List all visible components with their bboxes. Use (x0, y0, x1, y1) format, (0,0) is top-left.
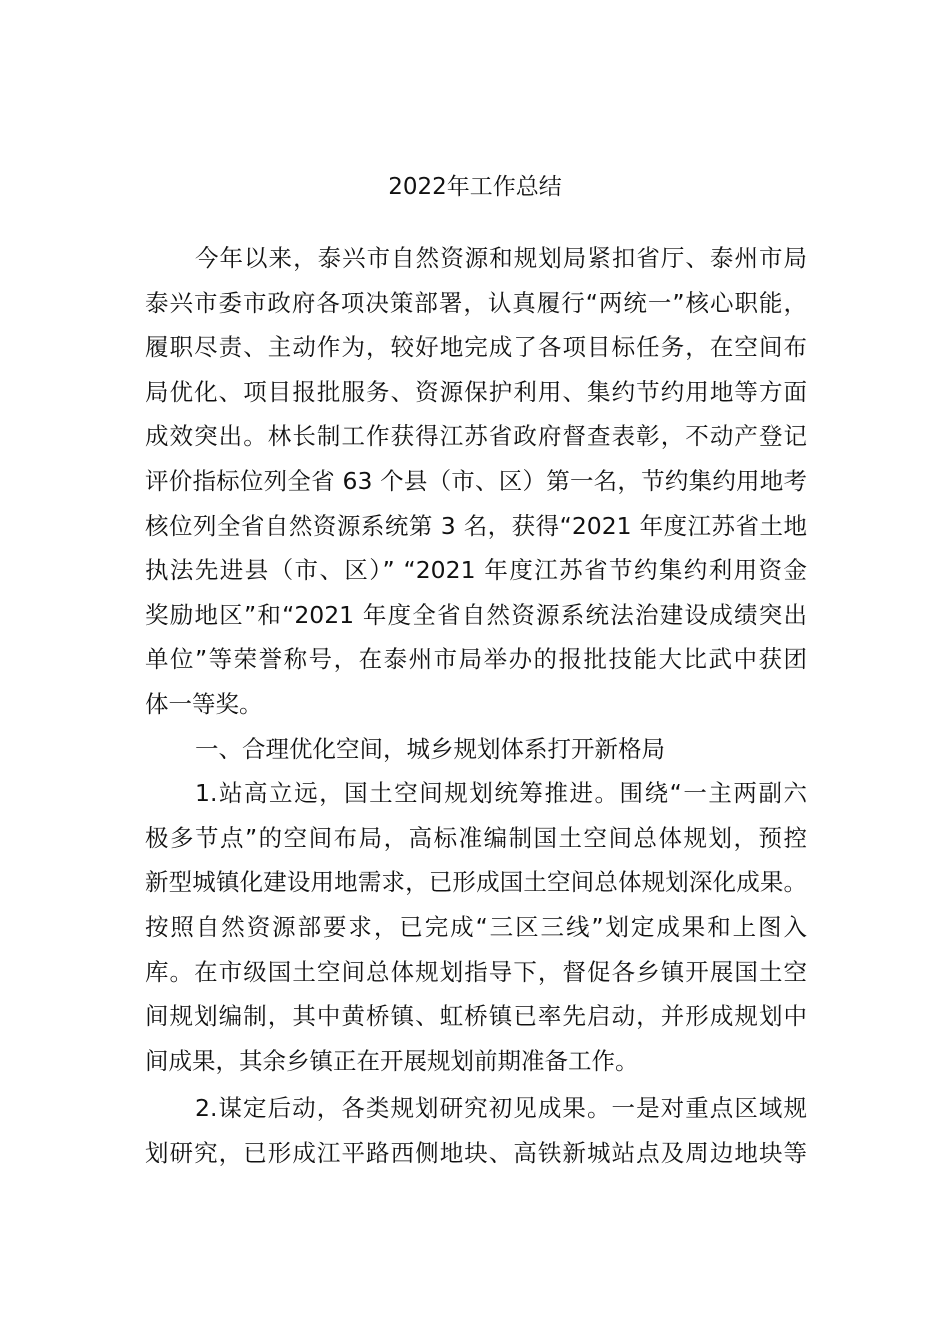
text-line: 库。在市级国土空间总体规划指导下，督促各乡镇开展国土空 (145, 957, 807, 986)
text-line: 履职尽责、主动作为，较好地完成了各项目标任务，在空间布 (145, 333, 807, 362)
document-title: 2022年工作总结 (388, 174, 562, 200)
text-line: 1.站高立远，国土空间规划统筹推进。围绕“一主两副六 (195, 779, 807, 808)
text-line: 局优化、项目报批服务、资源保护利用、集约节约用地等方面 (145, 377, 807, 406)
paragraph (145, 727, 807, 772)
text-line: 划研究，已形成江平路西侧地块、高铁新城站点及周边地块等 (145, 1138, 807, 1167)
text-line: 间成果，其余乡镇正在开展规划前期准备工作。 (145, 1046, 639, 1075)
text-line: 核位列全省自然资源系统第 3 名，获得“2021 年度江苏省土地 (145, 511, 807, 540)
document-body (145, 236, 807, 1175)
text-line: 按照自然资源部要求，已完成“三区三线”划定成果和上图入 (145, 912, 807, 941)
text-line: 间规划编制，其中黄桥镇、虹桥镇已率先启动，并形成规划中 (145, 1002, 807, 1031)
text-line: 成效突出。林长制工作获得江苏省政府督查表彰，不动产登记 (145, 422, 807, 451)
text-line: 泰兴市委市政府各项决策部署，认真履行“两统一”核心职能， (145, 288, 807, 317)
text-line: 体一等奖。 (145, 689, 263, 718)
paragraph (145, 1086, 807, 1175)
text-line: 评价指标位列全省 63 个县（市、区）第一名，节约集约用地考 (145, 466, 807, 495)
text-line: 新型城镇化建设用地需求，已形成国土空间总体规划深化成果。 (145, 868, 807, 897)
paragraph (145, 771, 807, 1083)
text-line: 2.谋定后动，各类规划研究初见成果。一是对重点区域规 (195, 1094, 807, 1123)
text-line: 执法先进县（市、区）” “2021 年度江苏省节约集约利用资金 (145, 556, 807, 585)
paragraph (145, 236, 807, 727)
text-line: 单位”等荣誉称号，在泰州市局举办的报批技能大比武中获团 (145, 645, 807, 674)
text-line: 奖励地区”和“2021 年度全省自然资源系统法治建设成绩突出 (145, 600, 807, 629)
text-line: 今年以来，泰兴市自然资源和规划局紧扣省厅、泰州市局 (195, 244, 807, 272)
text-line: 一、合理优化空间，城乡规划体系打开新格局 (195, 734, 665, 763)
text-line: 极多节点”的空间布局，高标准编制国土空间总体规划，预控 (145, 823, 807, 852)
